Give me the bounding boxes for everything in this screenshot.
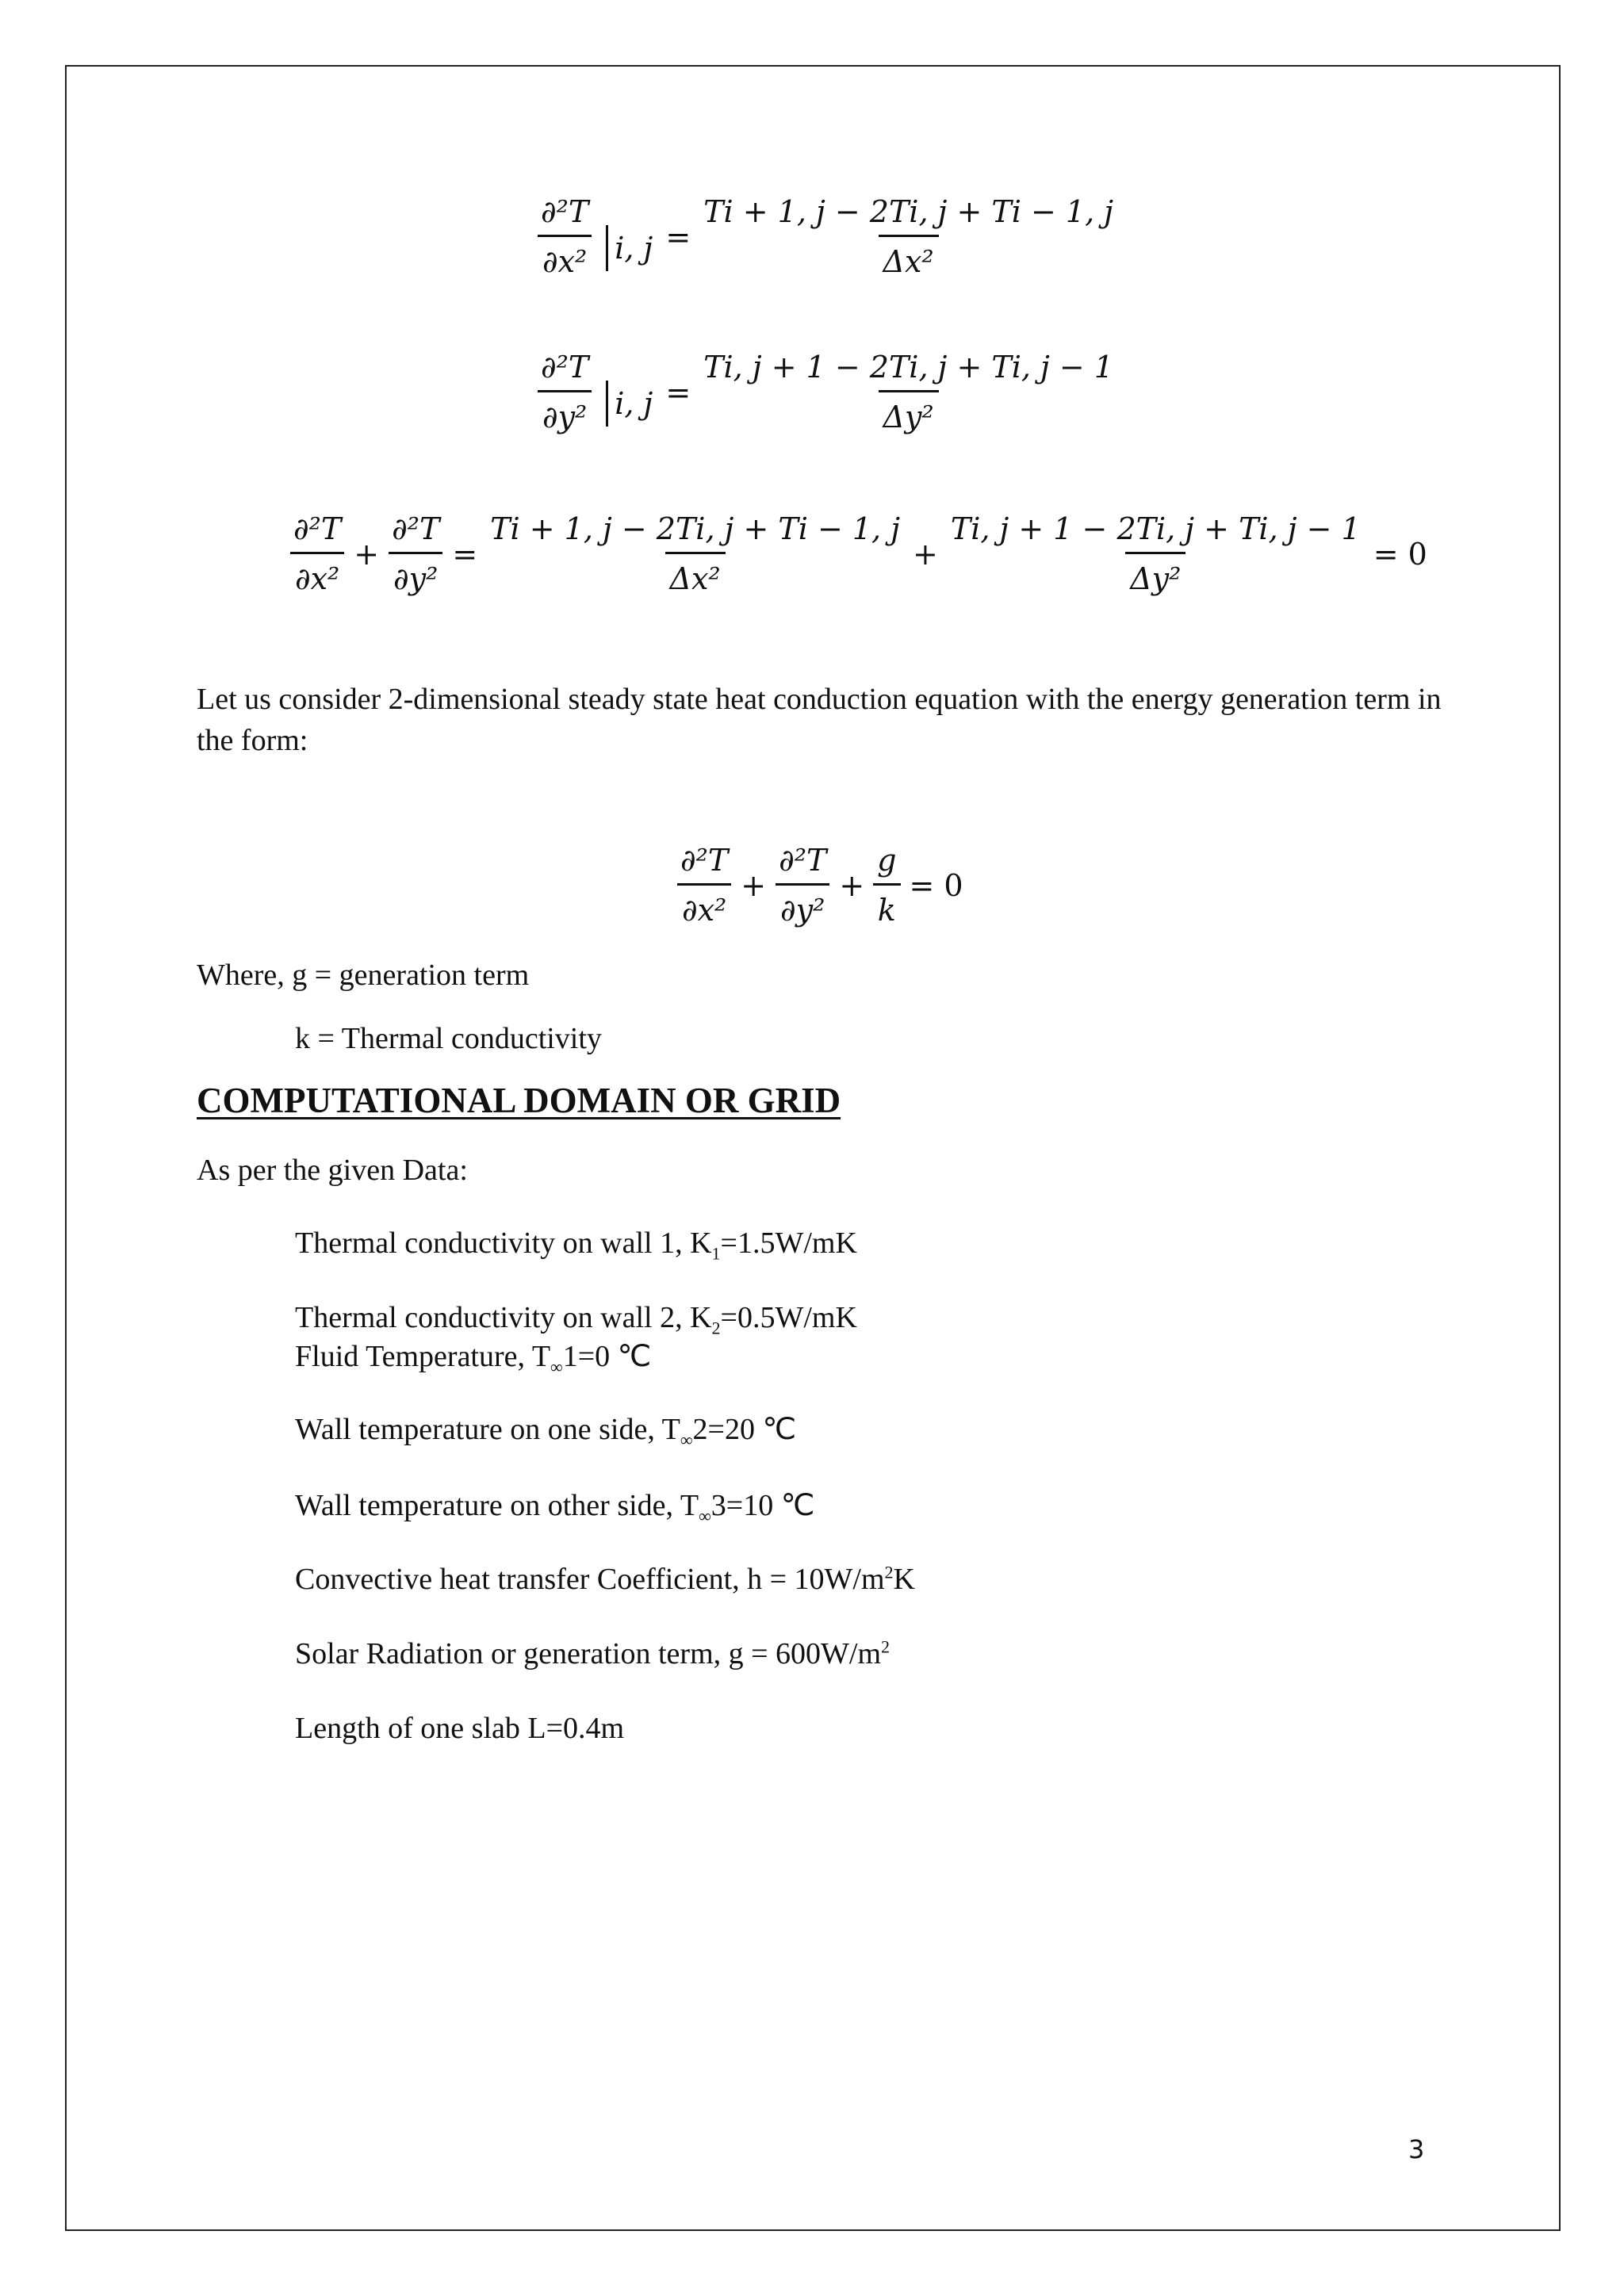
equation-d2T-dy2: [536, 352, 1118, 432]
plus-sign: +: [913, 536, 938, 572]
denominator: ∂y²: [389, 552, 442, 594]
equation-laplace-discretized: [289, 511, 1435, 596]
given-t1-subscript: ∞: [550, 1357, 563, 1377]
equals-sign: =: [665, 219, 691, 254]
given-g-superscript: 2: [881, 1636, 891, 1657]
denominator: k: [873, 883, 901, 925]
fraction-rhs: [699, 352, 1118, 432]
evaluation-index: i, j: [615, 230, 653, 266]
numerator: ∂²T: [680, 843, 729, 878]
given-g-text: Solar Radiation or generation term, g = 600W/m: [295, 1637, 882, 1670]
numerator: Ti + 1, j − 2Ti, j + Ti − 1, j: [703, 194, 1114, 229]
given-data-intro: As per the given Data:: [197, 1154, 468, 1187]
given-t1-value: 1=0 ℃: [562, 1340, 652, 1373]
numerator: ∂²T: [779, 843, 827, 878]
given-solar-radiation: [295, 1636, 890, 1671]
fraction-lhs: [536, 194, 593, 279]
given-slab-length: [295, 1711, 624, 1746]
given-convective-coefficient: [295, 1562, 915, 1597]
numerator: g: [877, 843, 897, 878]
plus-sign: +: [741, 867, 767, 903]
numerator: Ti, j + 1 − 2Ti, j + Ti, j − 1: [703, 350, 1114, 385]
fraction-d2T-dy2: [387, 511, 444, 596]
fraction-d2T-dx2: [289, 511, 346, 596]
given-k1-subscript: 1: [711, 1243, 721, 1264]
fraction-x-difference: [485, 511, 905, 596]
equals-sign: =: [665, 374, 691, 410]
evaluation-bar: [593, 369, 657, 421]
denominator: Δy²: [879, 390, 939, 432]
denominator: ∂x²: [290, 552, 344, 594]
denominator: ∂y²: [776, 883, 829, 925]
denominator: Δy²: [1125, 552, 1185, 594]
given-fluid-temperature: [295, 1338, 652, 1377]
fraction-d2T-dx2: [676, 843, 733, 928]
given-t3-subscript: ∞: [699, 1506, 711, 1526]
fraction-y-difference: [946, 511, 1365, 596]
given-t1-text: Fluid Temperature, T: [295, 1340, 551, 1373]
given-t2-subscript: ∞: [680, 1429, 693, 1450]
plus-sign: +: [839, 867, 865, 903]
equals-sign: =: [452, 536, 478, 572]
where-generation-term: Where, g = generation term: [197, 959, 530, 992]
denominator: ∂y²: [538, 390, 592, 432]
numerator: ∂²T: [541, 350, 589, 385]
page-number: 3: [1408, 2134, 1425, 2164]
given-k2-value: =0.5W/mK: [720, 1301, 857, 1334]
given-k1-text: Thermal conductivity on wall 1, K: [295, 1226, 712, 1260]
given-t3-value: 3=10 ℃: [710, 1489, 815, 1522]
given-t2-value: 2=20 ℃: [692, 1413, 797, 1446]
where-thermal-conductivity: k = Thermal conductivity: [295, 1022, 602, 1055]
equals-zero: = 0: [909, 867, 963, 903]
intro-paragraph: Let us consider 2-dimensional steady state heat conduction equation with the energy generation term in the form:: [197, 683, 1442, 757]
fraction-g-over-k: [872, 843, 901, 928]
given-h-unit: K: [893, 1563, 915, 1596]
equals-zero: = 0: [1373, 536, 1427, 572]
fraction-d2T-dy2: [774, 843, 831, 928]
plus-sign: +: [354, 536, 380, 572]
given-k1-value: =1.5W/mK: [720, 1226, 857, 1260]
numerator: Ti, j + 1 − 2Ti, j + Ti, j − 1: [950, 511, 1361, 546]
given-h-superscript: 2: [884, 1562, 894, 1582]
numerator: ∂²T: [293, 511, 342, 546]
given-t3-text: Wall temperature on other side, T: [295, 1489, 699, 1522]
section-heading: COMPUTATIONAL DOMAIN OR GRID: [197, 1081, 841, 1120]
given-t2-text: Wall temperature on one side, T: [295, 1413, 680, 1446]
denominator: Δx²: [665, 552, 726, 594]
evaluation-index: i, j: [615, 385, 653, 421]
numerator: ∂²T: [392, 511, 440, 546]
given-k2: [295, 1300, 857, 1338]
numerator: ∂²T: [541, 194, 589, 229]
denominator: ∂x²: [677, 883, 731, 925]
fraction-rhs: [699, 194, 1118, 279]
denominator: ∂x²: [538, 235, 592, 277]
given-k2-text: Thermal conductivity on wall 2, K: [295, 1301, 712, 1334]
given-wall-temperature-other: [295, 1487, 815, 1526]
denominator: Δx²: [879, 235, 939, 277]
fraction-lhs: [536, 352, 593, 432]
equation-heat-conduction-generation: [676, 843, 971, 928]
equation-d2T-dx2: [536, 194, 1118, 279]
evaluation-bar: [593, 214, 657, 266]
given-k1: [295, 1226, 857, 1264]
given-wall-temperature-one: [295, 1411, 797, 1450]
given-k2-subscript: 2: [711, 1318, 721, 1338]
given-L-text: Length of one slab L=0.4m: [295, 1712, 625, 1745]
given-h-text: Convective heat transfer Coefficient, h = 10W/m: [295, 1563, 885, 1596]
numerator: Ti + 1, j − 2Ti, j + Ti − 1, j: [490, 511, 900, 546]
